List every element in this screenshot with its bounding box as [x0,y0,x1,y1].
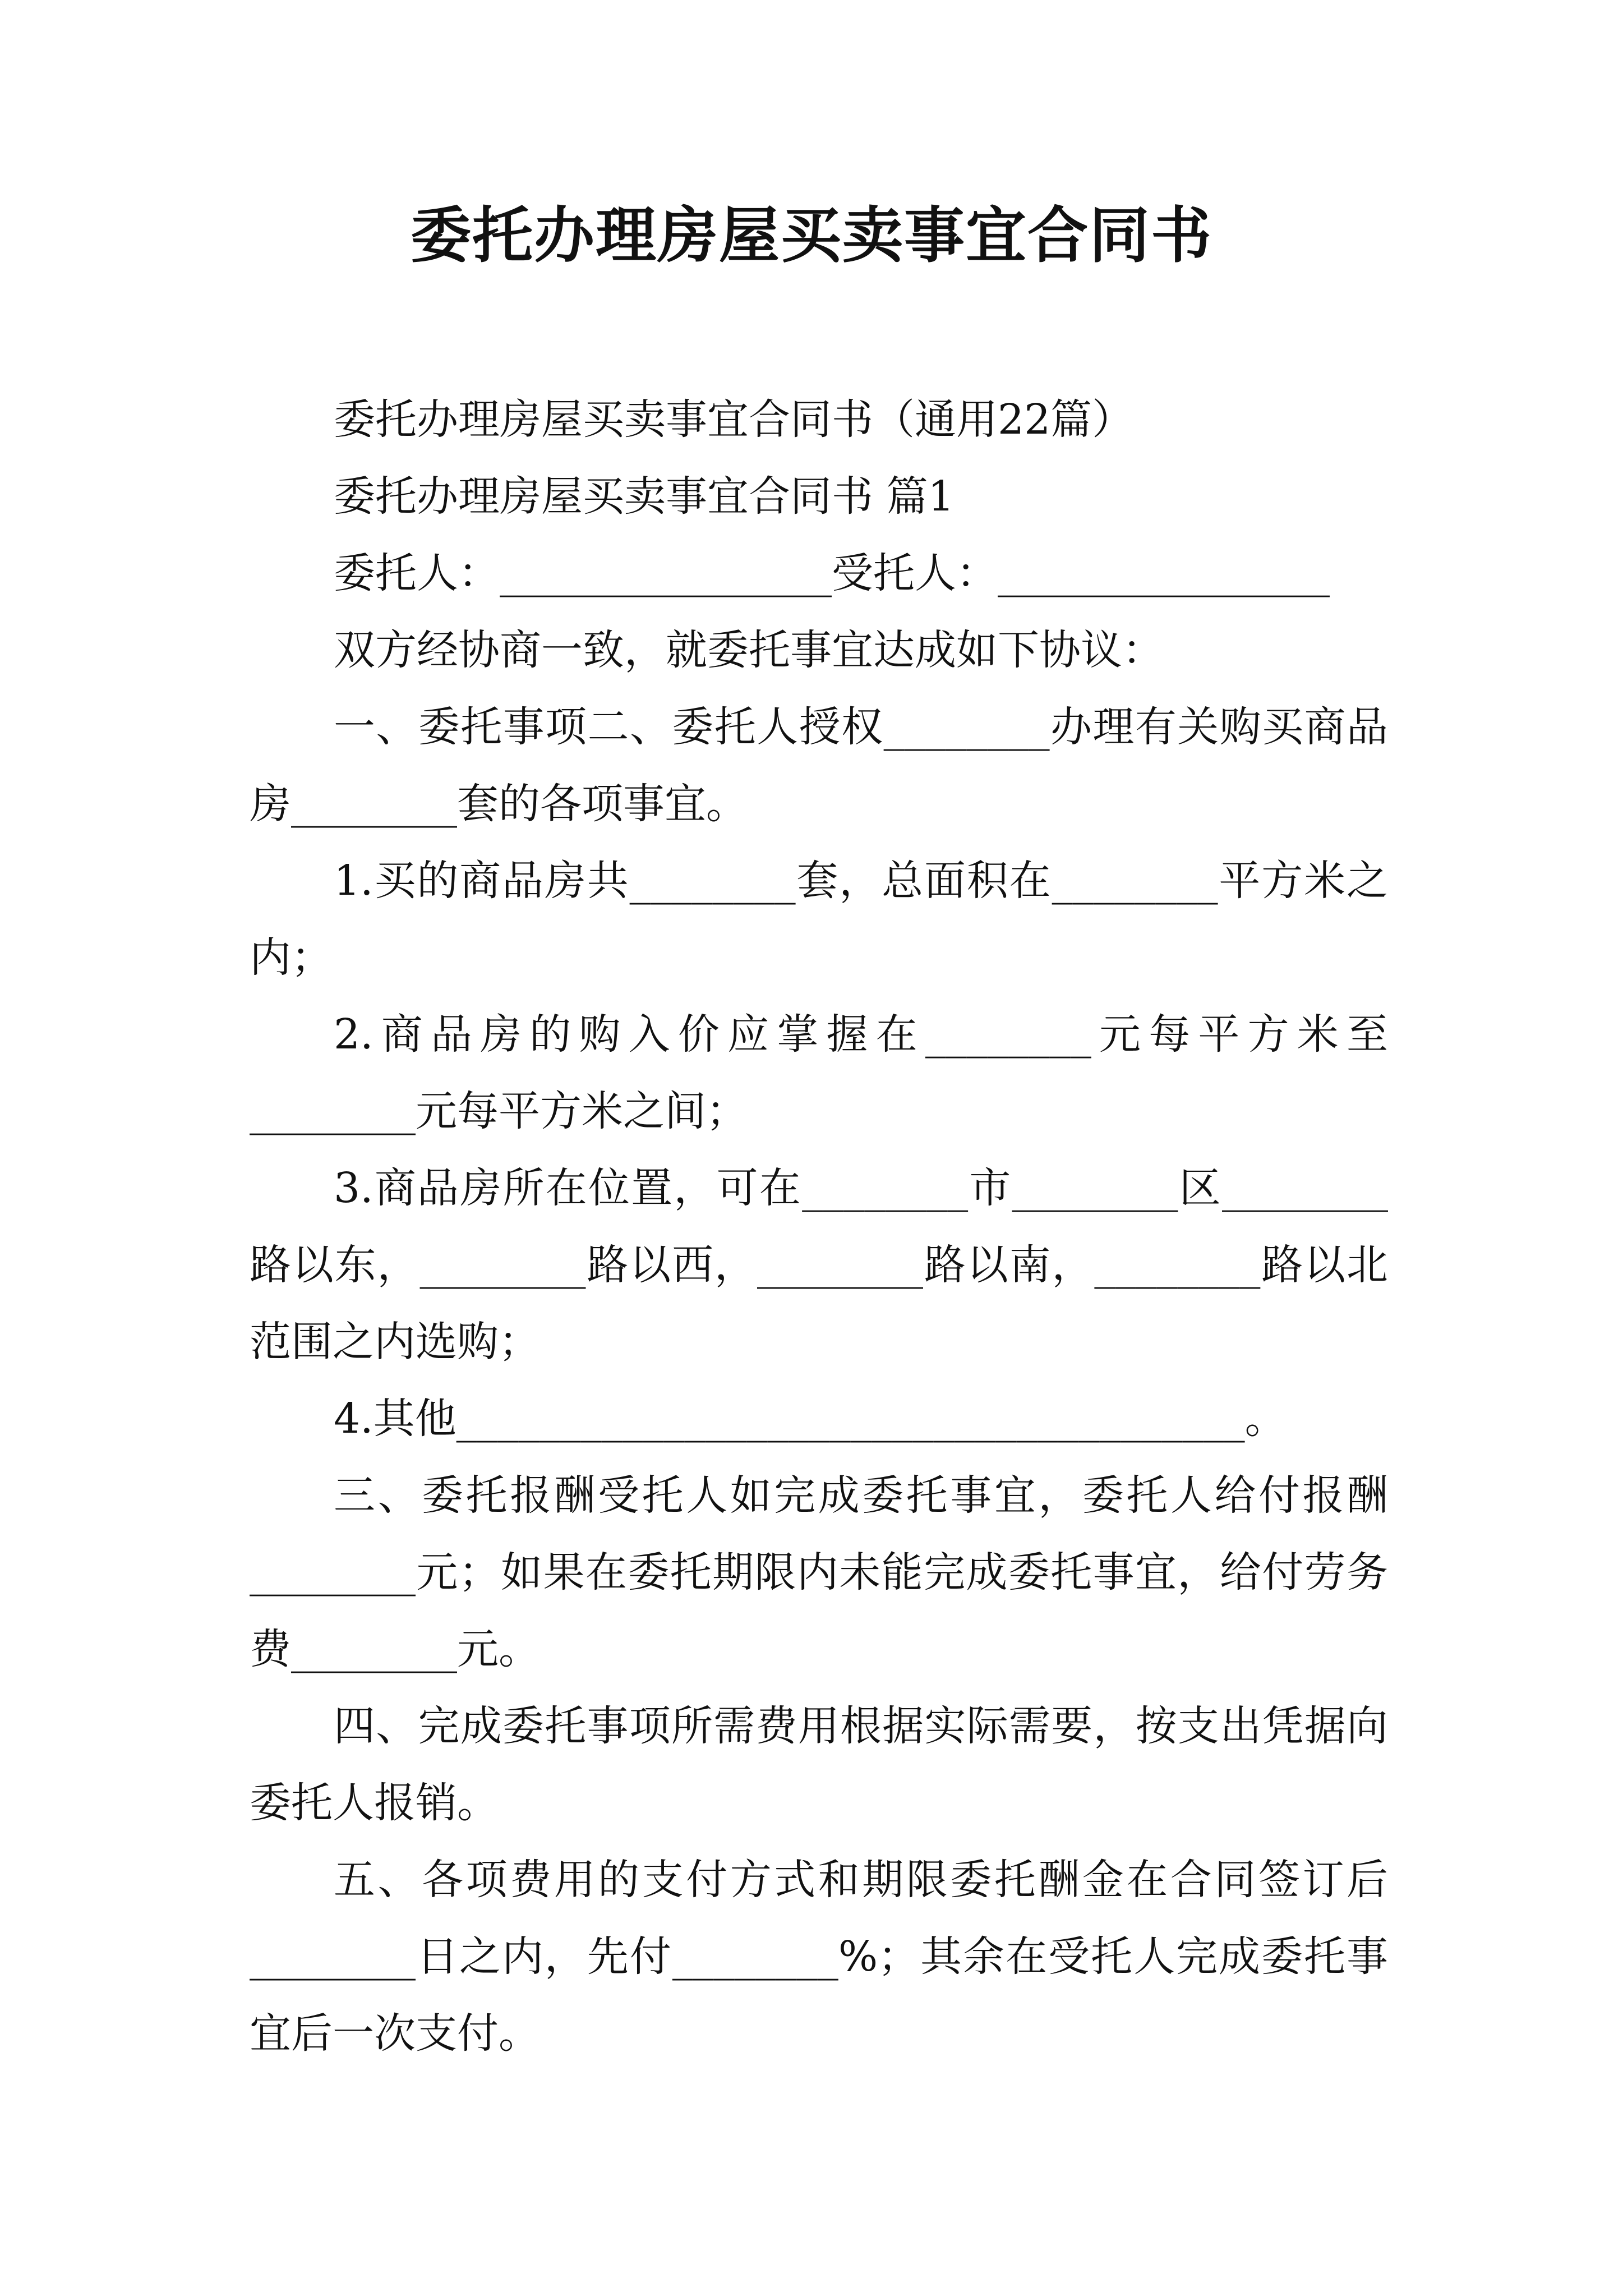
paragraph-item-1: 1.买的商品房共________套，总面积在________平方米之内； [250,857,1388,982]
paragraph-parties: 委托人：________________受托人：________________ [334,549,1330,597]
document-body [250,381,1388,2072]
paragraph-item-2: 2.商品房的购入价应掌握在________元每平方米至________元每平方米之间； [250,1010,1388,1135]
paragraph-clause-4: 四、完成委托事项所需费用根据实际需要，按支出凭据向委托人报销。 [250,1702,1388,1827]
document-title: 委托办理房屋买卖事宜合同书 [410,200,1212,271]
paragraph-agreement-intro: 双方经协商一致，就委托事宜达成如下协议： [334,626,1164,674]
paragraph-item-4: 4.其他______________________________________。 [334,1395,1287,1443]
paragraph-section-heading: 委托办理房屋买卖事宜合同书 篇1 [334,472,955,521]
paragraph-clause-5: 五、各项费用的支付方式和期限委托酬金在合同签订后________日之内，先付________%；其余在受托人完成委托事宜后一次支付。 [250,1856,1388,2058]
paragraph-item-3: 3.商品房所在位置，可在________市________区________路以东，________路以西，________路以南，________路以北范围之内选购； [250,1164,1388,1366]
paragraph-clause-3: 三、委托报酬受托人如完成委托事宜，委托人给付报酬________元；如果在委托期限内未能完成委托事宜，给付劳务费________元。 [250,1471,1388,1673]
paragraph-clause-1-2: 一、委托事项二、委托人授权________办理有关购买商品房________套的各项事宜。 [250,703,1388,828]
paragraph-subtitle: 委托办理房屋买卖事宜合同书（通用22篇） [334,395,1134,444]
